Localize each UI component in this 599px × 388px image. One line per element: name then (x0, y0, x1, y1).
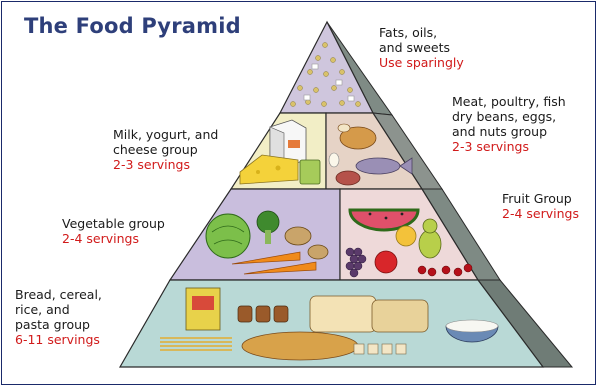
fruit-group-label: Fruit Group 2-4 servings (502, 191, 579, 221)
yogurt-cup-icon (300, 160, 320, 184)
vegetable-servings: 2-4 servings (62, 231, 139, 246)
vegetable-group-label: Vegetable group 2-4 servings (62, 216, 165, 246)
cabbage-icon (206, 214, 250, 258)
milk-servings: 2-3 servings (113, 157, 190, 172)
bread-group-label: Bread, cereal, rice, and pasta group 6-11 servings (15, 287, 102, 347)
cereal-box-icon (186, 288, 220, 330)
egg-icon (329, 153, 339, 167)
milk-group-label: Milk, yogurt, and cheese group 2-3 servings (113, 127, 219, 172)
fruit-servings: 2-4 servings (502, 206, 579, 221)
apple-icon (375, 251, 397, 273)
meat-group-label: Meat, poultry, fish dry beans, eggs, and nuts group 2-3 servings (452, 94, 566, 154)
meat-servings: 2-3 servings (452, 139, 529, 154)
page-title: The Food Pyramid (24, 14, 241, 38)
cheese-icon (240, 155, 298, 184)
bread-servings: 6-11 servings (15, 332, 100, 347)
steak-icon (336, 171, 360, 185)
fats-group-label: Fats, oils, and sweets Use sparingly (379, 25, 464, 70)
fats-servings: Use sparingly (379, 55, 464, 70)
orange-icon (396, 226, 416, 246)
muffins-icon (238, 306, 288, 322)
